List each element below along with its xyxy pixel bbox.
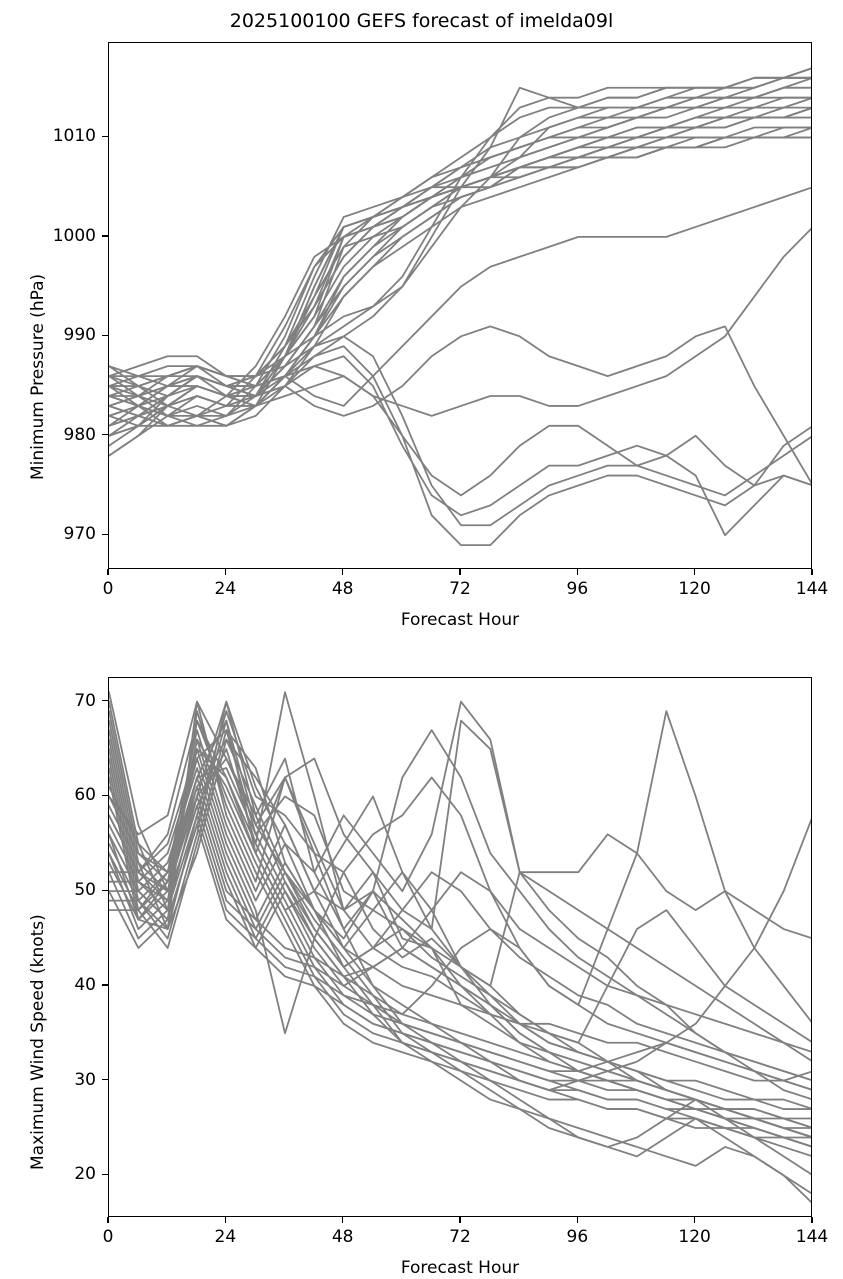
- ensemble-member-line: [109, 78, 812, 416]
- wind-yaxis-label: Maximum Wind Speed (knots): [28, 914, 48, 1170]
- x-tick-mark: [694, 1217, 695, 1223]
- ensemble-member-line: [109, 227, 812, 426]
- ensemble-member-line: [109, 740, 812, 1147]
- x-tick-mark: [577, 569, 578, 575]
- y-tick-label: 1010: [52, 126, 96, 147]
- ensemble-member-line: [109, 740, 812, 1081]
- x-tick-label: 24: [214, 1227, 237, 1247]
- pressure-yaxis-label: Minimum Pressure (hPa): [28, 273, 48, 480]
- x-tick-mark: [342, 1217, 343, 1223]
- page-title: 2025100100 GEFS forecast of imelda09l: [229, 10, 614, 32]
- x-tick-mark: [107, 569, 108, 575]
- y-tick-label: 40: [74, 974, 96, 995]
- y-tick-label: 970: [63, 524, 96, 545]
- ensemble-member-line: [109, 108, 812, 416]
- x-tick-mark: [811, 569, 812, 575]
- y-tick-mark: [102, 434, 108, 435]
- x-tick-mark: [225, 1217, 226, 1223]
- y-tick-label: 1000: [52, 225, 96, 246]
- ensemble-member-line: [109, 787, 812, 1156]
- x-tick-label: 72: [449, 1227, 471, 1247]
- ensemble-member-line: [109, 118, 812, 426]
- ensemble-member-line: [109, 128, 812, 387]
- x-tick-mark: [694, 569, 695, 575]
- y-tick-label: 20: [74, 1164, 96, 1185]
- y-tick-mark: [102, 1174, 108, 1175]
- ensemble-member-line: [109, 815, 812, 1090]
- y-tick-mark: [102, 534, 108, 535]
- x-tick-mark: [225, 569, 226, 575]
- x-tick-label: 0: [102, 1227, 114, 1247]
- x-tick-label: 144: [795, 579, 829, 599]
- ensemble-member-line: [109, 749, 812, 1090]
- x-tick-label: 120: [678, 1227, 711, 1247]
- ensemble-member-line: [109, 721, 812, 1128]
- x-tick-label: 24: [214, 579, 237, 599]
- ensemble-member-line: [109, 730, 812, 1137]
- x-tick-mark: [107, 1217, 108, 1223]
- ensemble-member-line: [109, 78, 812, 426]
- x-tick-mark: [342, 569, 343, 575]
- x-tick-label: 72: [449, 579, 471, 599]
- ensemble-member-line: [109, 376, 812, 495]
- x-tick-mark: [577, 1217, 578, 1223]
- ensemble-member-line: [109, 187, 812, 436]
- ensemble-member-line: [109, 88, 812, 426]
- x-tick-label: 120: [678, 579, 711, 599]
- y-tick-label: 70: [74, 690, 96, 711]
- ensemble-member-line: [109, 768, 812, 1137]
- y-tick-label: 60: [74, 785, 96, 806]
- ensemble-member-line: [109, 759, 812, 1043]
- x-tick-label: 48: [331, 579, 354, 599]
- y-tick-mark: [102, 795, 108, 796]
- ensemble-member-line: [109, 137, 812, 396]
- x-tick-mark: [811, 1217, 812, 1223]
- y-tick-label: 990: [63, 325, 96, 346]
- pressure-plot-area: [108, 42, 812, 569]
- ensemble-member-line: [109, 128, 812, 406]
- ensemble-member-line: [109, 88, 812, 406]
- x-tick-label: 96: [566, 1227, 589, 1247]
- ensemble-member-line: [109, 806, 812, 1194]
- x-tick-mark: [459, 569, 460, 575]
- y-tick-mark: [102, 984, 108, 985]
- x-tick-mark: [459, 1217, 460, 1223]
- wind-xaxis-label: Forecast Hour: [400, 1258, 520, 1278]
- y-tick-mark: [102, 235, 108, 236]
- ensemble-member-line: [109, 730, 812, 1137]
- y-tick-mark: [102, 136, 108, 137]
- y-tick-mark: [102, 700, 108, 701]
- y-tick-mark: [102, 1079, 108, 1080]
- y-tick-mark: [102, 335, 108, 336]
- x-tick-label: 48: [331, 1227, 354, 1247]
- y-tick-label: 30: [74, 1069, 96, 1090]
- wind-plot-area: [108, 677, 812, 1217]
- y-tick-mark: [102, 890, 108, 891]
- x-tick-label: 96: [566, 579, 589, 599]
- pressure-xaxis-label: Forecast Hour: [400, 610, 520, 630]
- y-tick-label: 50: [74, 880, 96, 901]
- ensemble-member-line: [109, 108, 812, 416]
- x-tick-label: 144: [795, 1227, 829, 1247]
- y-tick-label: 980: [63, 424, 96, 445]
- x-tick-label: 0: [102, 579, 114, 599]
